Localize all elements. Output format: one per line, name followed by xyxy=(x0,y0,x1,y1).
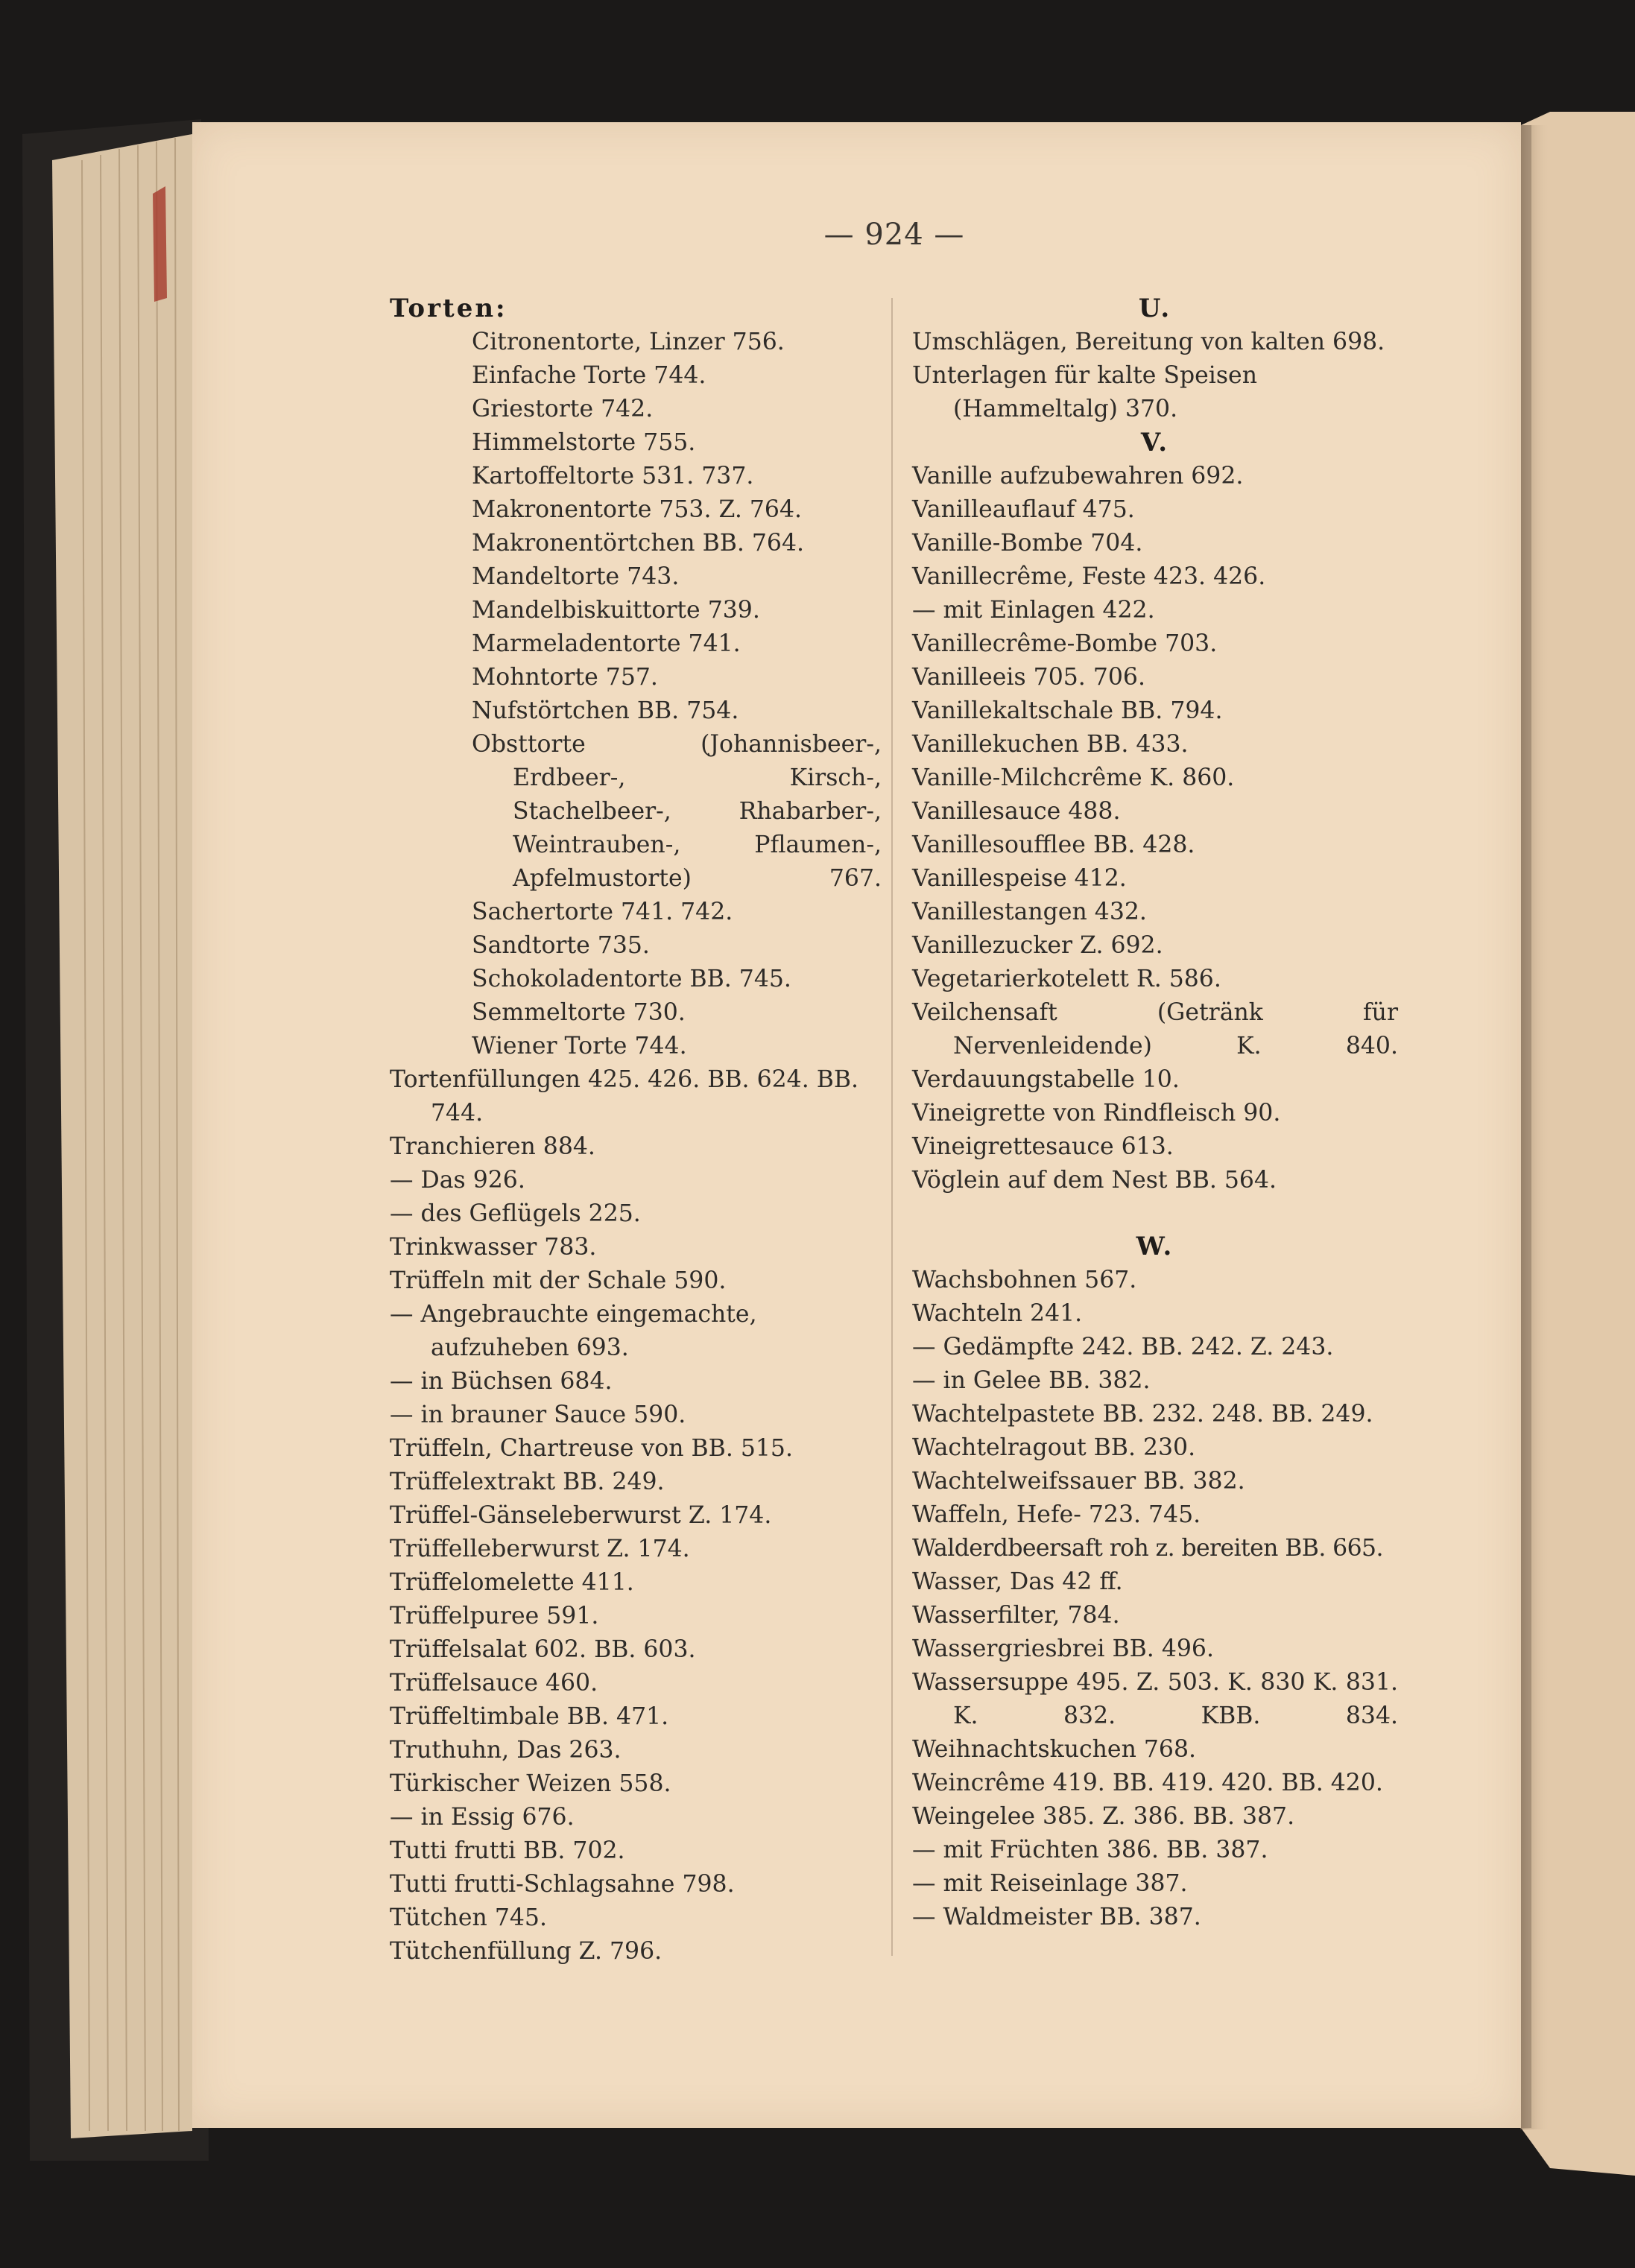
index-entry: Waffeln, Hefe- 723. 745. xyxy=(912,1501,1201,1528)
index-subentry: Einfache Torte 744. xyxy=(472,362,706,389)
index-entry: Trüffel-Gänseleberwurst Z. 174. xyxy=(390,1502,772,1529)
index-entry: — des Geflügels 225. xyxy=(390,1200,641,1227)
index-entry: Veilchensaft (Getränk für Nervenleidende) K. 840. xyxy=(912,999,1398,1059)
index-entry: Trüffelsauce 460. xyxy=(390,1670,598,1697)
index-entry: Trüffelleberwurst Z. 174. xyxy=(390,1536,690,1562)
index-subentry: Kartoffeltorte 531. 737. xyxy=(472,463,754,490)
index-entry: Wachtelweifssauer BB. 382. xyxy=(912,1468,1245,1495)
index-entry: Tutti frutti-Schlagsahne 798. xyxy=(390,1871,735,1898)
index-subentry: Mohntorte 757. xyxy=(472,664,658,691)
index-entry: Vanillekuchen BB. 433. xyxy=(912,731,1189,758)
index-entry: Vanille-Milchcrême K. 860. xyxy=(912,764,1235,791)
index-subentry: Nufstörtchen BB. 754. xyxy=(472,697,739,724)
index-entry: Vanillecrême-Bombe 703. xyxy=(912,630,1218,657)
index-entry: Vanilleeis 705. 706. xyxy=(912,664,1145,691)
index-entry: — mit Einlagen 422. xyxy=(912,597,1155,624)
index-entry: Vanilleauflauf 475. xyxy=(912,496,1135,523)
column-divider xyxy=(891,298,893,1956)
index-subentry: Citronentorte, Linzer 756. xyxy=(472,329,785,355)
index-entry: — mit Früchten 386. BB. 387. xyxy=(912,1837,1268,1863)
index-entry: Vineigrette von Rindfleisch 90. xyxy=(912,1100,1281,1127)
index-entry: Wachsbohnen 567. xyxy=(912,1267,1137,1293)
index-entry: Wassersuppe 495. Z. 503. K. 830 K. 831. K. 832. KBB. 834. xyxy=(912,1669,1398,1729)
index-entry: Tranchieren 884. xyxy=(390,1133,595,1160)
section-spacer xyxy=(912,1197,1398,1230)
index-entry: Türkischer Weizen 558. xyxy=(390,1770,671,1797)
index-entry: Vanillesoufflee BB. 428. xyxy=(912,832,1195,858)
index-entry: — in brauner Sauce 590. xyxy=(390,1401,686,1428)
index-entry: Tütchen 745. xyxy=(390,1904,547,1931)
index-subentry: Sandtorte 735. xyxy=(472,932,650,959)
index-entry: Trüffelextrakt BB. 249. xyxy=(390,1469,665,1495)
index-entry: Umschlägen, Bereitung von kalten 698. xyxy=(912,329,1385,355)
index-entry: Wachtelragout BB. 230. xyxy=(912,1434,1196,1461)
index-entry: Trüffeln mit der Schale 590. xyxy=(390,1267,727,1294)
index-entry: Wasserfilter, 784. xyxy=(912,1602,1120,1629)
index-subentry: Mandelbiskuittorte 739. xyxy=(472,597,760,624)
index-subentry: Makronentörtchen BB. 764. xyxy=(472,530,805,557)
index-entry: Vanille aufzubewahren 692. xyxy=(912,463,1244,490)
index-entry: — Waldmeister BB. 387. xyxy=(912,1904,1201,1930)
index-entry: Vegetarierkotelett R. 586. xyxy=(912,966,1221,992)
index-entry: Tutti frutti BB. 702. xyxy=(390,1837,625,1864)
index-entry: Vöglein auf dem Nest BB. 564. xyxy=(912,1167,1277,1194)
index-entry: Walderdbeersaft roh z. bereiten BB. 665. xyxy=(912,1535,1383,1562)
index-entry: Wachteln 241. xyxy=(912,1300,1083,1327)
index-entry: Vanillezucker Z. 692. xyxy=(912,932,1163,959)
section-letter-v: V. xyxy=(1140,428,1170,457)
index-subentry: Semmeltorte 730. xyxy=(472,999,686,1026)
index-entry: Vineigrettesauce 613. xyxy=(912,1133,1174,1160)
index-entry: Weincrême 419. BB. 419. 420. BB. 420. xyxy=(912,1770,1383,1796)
index-entry: Vanillestangen 432. xyxy=(912,899,1147,925)
page-number: — 924 — xyxy=(823,218,965,252)
index-subentry: Griestorte 742. xyxy=(472,396,654,422)
index-entry: Weingelee 385. Z. 386. BB. 387. xyxy=(912,1803,1295,1830)
index-entry: — mit Reiseinlage 387. xyxy=(912,1870,1188,1897)
index-subentry: Obsttorte (Johannisbeer-, Erdbeer-, Kirsch-, Stachelbeer-, Rhabarber-, Weintrauben-, Pflaumen-, Apfelmustorte) 767. xyxy=(472,731,882,892)
section-heading-torten: Torten: xyxy=(390,294,507,323)
index-entry: — Das 926. xyxy=(390,1167,525,1194)
right-column xyxy=(912,292,1398,1934)
index-entry: Vanillecrême, Feste 423. 426. xyxy=(912,563,1266,590)
index-entry: — in Gelee BB. 382. xyxy=(912,1367,1151,1394)
index-entry: Wasser, Das 42 ff. xyxy=(912,1568,1123,1595)
index-entry: Verdauungstabelle 10. xyxy=(912,1066,1180,1093)
index-subentry: Sachertorte 741. 742. xyxy=(472,899,733,925)
section-letter-w: W. xyxy=(1136,1232,1174,1261)
index-entry: Vanillespeise 412. xyxy=(912,865,1127,892)
index-subentry: Makronentorte 753. Z. 764. xyxy=(472,496,802,523)
index-entry: Vanille-Bombe 704. xyxy=(912,530,1143,557)
index-entry: Truthuhn, Das 263. xyxy=(390,1737,622,1764)
index-entry: Tortenfüllungen 425. 426. BB. 624. BB. 744. xyxy=(390,1066,859,1127)
index-entry: Trüffeln, Chartreuse von BB. 515. xyxy=(390,1435,793,1462)
left-column xyxy=(390,292,882,1968)
index-entry: Wachtelpastete BB. 232. 248. BB. 249. xyxy=(912,1401,1373,1428)
index-subentry: Mandeltorte 743. xyxy=(472,563,680,590)
index-entry: Trüffelomelette 411. xyxy=(390,1569,634,1596)
index-entry: Trüffelsalat 602. BB. 603. xyxy=(390,1636,696,1663)
index-subentry: Schokoladentorte BB. 745. xyxy=(472,966,791,992)
index-subentry: Marmeladentorte 741. xyxy=(472,630,741,657)
index-entry: Trüffeltimbale BB. 471. xyxy=(390,1703,669,1730)
index-entry: Wassergriesbrei BB. 496. xyxy=(912,1635,1214,1662)
index-subentry: Himmelstorte 755. xyxy=(472,429,696,456)
index-entry: — in Essig 676. xyxy=(390,1804,575,1831)
index-subentry: Wiener Torte 744. xyxy=(472,1033,687,1059)
index-entry: — Gedämpfte 242. BB. 242. Z. 243. xyxy=(912,1334,1334,1361)
index-entry: Vanillekaltschale BB. 794. xyxy=(912,697,1223,724)
index-entry: Trinkwasser 783. xyxy=(390,1234,597,1261)
section-letter-u: U. xyxy=(1138,294,1172,323)
index-entry: Vanillesauce 488. xyxy=(912,798,1121,825)
index-entry: — Angebrauchte eingemachte, aufzuheben 693. xyxy=(390,1301,757,1361)
index-entry: Tütchenfüllung Z. 796. xyxy=(390,1938,662,1965)
index-entry: Unterlagen für kalte Speisen (Hammeltalg) 370. xyxy=(912,362,1257,422)
index-entry: Weihnachtskuchen 768. xyxy=(912,1736,1197,1763)
index-entry: — in Büchsen 684. xyxy=(390,1368,613,1395)
index-entry: Trüffelpuree 591. xyxy=(390,1603,599,1629)
